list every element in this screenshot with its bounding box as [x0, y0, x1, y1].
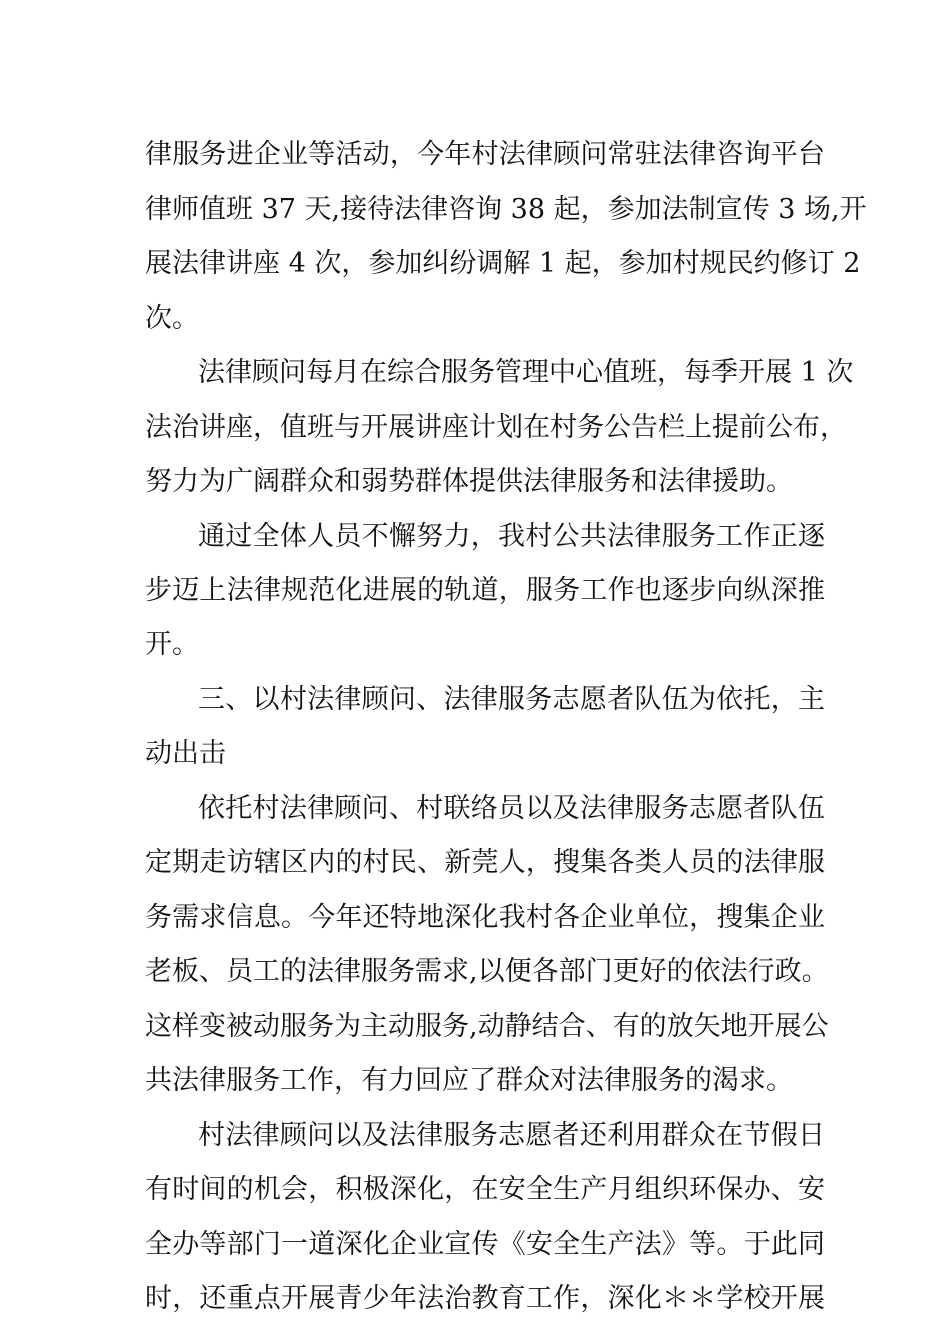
text-line: 律服务进企业等活动，今年村法律顾问常驻法律咨询平台 [145, 139, 825, 170]
text-line: 全办等部门一道深化企业宣传《安全生产法》等。于此同 [145, 1229, 825, 1260]
text-line: 时，还重点开展青少年法治教育工作，深化＊＊学校开展 [145, 1283, 825, 1314]
text-line: 村法律顾问以及法律服务志愿者还利用群众在节假日 [198, 1120, 825, 1151]
text-line: 定期走访辖区内的村民、新莞人，搜集各类人员的法律服 [145, 847, 825, 878]
text-line: 务需求信息。今年还特地深化我村各企业单位，搜集企业 [145, 902, 825, 933]
text-line: 这样变被动服务为主动服务,动静结合、有的放矢地开展公 [145, 1011, 829, 1042]
text-line: 律师值班 37 天,接待法律咨询 38 起，参加法制宣传 3 场,开 [145, 194, 867, 225]
text-line: 老板、员工的法律服务需求,以便各部门更好的依法行政。 [145, 956, 829, 987]
text-line: 依托村法律顾问、村联络员以及法律服务志愿者队伍 [198, 793, 825, 824]
text-line: 步迈上法律规范化进展的轨道，服务工作也逐步向纵深推 [145, 575, 825, 606]
text-line: 次。 [145, 303, 199, 334]
section-heading: 三、以村法律顾问、法律服务志愿者队伍为依托，主 [198, 684, 825, 715]
text-line: 法律顾问每月在综合服务管理中心值班，每季开展 1 次 [198, 357, 854, 388]
text-line: 展法律讲座 4 次，参加纠纷调解 1 起，参加村规民约修订 2 [145, 248, 861, 279]
text-line: 努力为广阔群众和弱势群体提供法律服务和法律援助。 [145, 466, 793, 497]
text-line: 有时间的机会，积极深化，在安全生产月组织环保办、安 [145, 1174, 825, 1205]
text-line: 共法律服务工作，有力回应了群众对法律服务的渴求。 [145, 1065, 793, 1096]
text-line: 法治讲座，值班与开展讲座计划在村务公告栏上提前公布， [145, 412, 847, 443]
text-line: 开。 [145, 629, 199, 660]
section-heading: 动出击 [145, 738, 226, 769]
text-line: 通过全体人员不懈努力，我村公共法律服务工作正逐 [198, 521, 825, 552]
